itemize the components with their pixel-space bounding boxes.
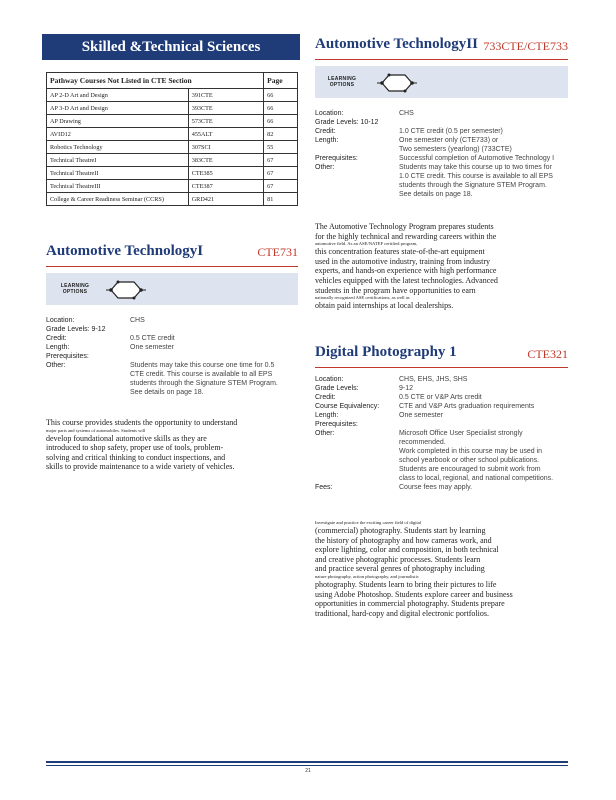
info-value-line: 0.5 CTE or V&P Arts credit: [399, 394, 482, 401]
table-row: [47, 128, 298, 141]
description-line: for the highly technical and rewarding careers within the: [315, 231, 497, 241]
info-value-line: One semester: [399, 412, 443, 419]
info-label: Prerequisites:: [46, 353, 89, 360]
table-row: [47, 89, 298, 102]
info-value: [130, 352, 306, 361]
footer-rule: [46, 761, 568, 763]
info-value-line: Students may take this course up to two times for: [399, 164, 552, 171]
course-info-photo: [315, 375, 573, 492]
pathway-table-page-heading: Page: [264, 73, 298, 89]
course-code-cell: 393CTE: [188, 102, 263, 115]
page-cell: 67: [264, 180, 298, 193]
description-line: students in the program have opportunities to earn: [315, 285, 476, 295]
description-line: opportunities in commercial photography. Students prepare: [315, 599, 505, 609]
description-line: The Automotive Technology Program prepares students: [315, 222, 494, 231]
description-line: vehicles equipped with the latest technologies. Advanced: [315, 275, 498, 285]
learning-options-label: LEARNING OPTIONS: [327, 76, 357, 88]
info-value: [399, 375, 573, 384]
description-line: skills to provide maintenance to a wide variety of vehicles.: [46, 462, 235, 472]
course-code-cell: 391CTE: [188, 89, 263, 102]
course-name-cell: AP Drawing: [47, 115, 189, 128]
info-value-line: 0.5 CTE credit: [130, 335, 175, 342]
info-value-line: Two semesters (yearlong) (733CTE): [399, 146, 512, 153]
table-row: [47, 141, 298, 154]
description-line: this concentration features state-of-the-art equipment: [315, 247, 485, 257]
course-title-auto1: Automotive TechnologyI: [46, 243, 204, 259]
info-row: [315, 384, 573, 393]
info-row: [315, 109, 573, 118]
page-number: 21: [305, 768, 311, 774]
course-code-cell: CTE385: [188, 167, 263, 180]
page-cell: 67: [264, 154, 298, 167]
info-value: [399, 393, 573, 402]
info-value: [130, 343, 306, 352]
info-value: [399, 118, 573, 127]
info-label: Location:: [315, 110, 344, 117]
info-value-line: Successful completion of Automotive Technology I: [399, 155, 555, 162]
info-value-line: Students may take this course one time for 0.5: [130, 362, 275, 369]
info-value: [399, 136, 573, 154]
course-name-cell: AP 3-D Art and Design: [47, 102, 189, 115]
info-label: Length:: [315, 137, 339, 144]
footer-rule: [46, 765, 568, 766]
info-label: Location:: [315, 376, 344, 383]
info-row: [46, 361, 306, 397]
info-value-line: One semester: [130, 344, 174, 351]
course-code-photo: CTE321: [527, 347, 568, 361]
info-value-line: Course fees may apply.: [399, 484, 473, 491]
info-value: [130, 325, 306, 334]
info-value: [399, 154, 573, 163]
description-line: photography. Students learn to bring their pictures to life: [315, 579, 497, 589]
info-value: [399, 411, 573, 420]
info-row: [315, 118, 573, 127]
info-label: Length:: [46, 344, 70, 351]
info-label: Prerequisites:: [315, 421, 358, 428]
page-cell: 55: [264, 141, 298, 154]
info-row: [46, 316, 306, 325]
info-value-line: 9-12: [399, 385, 414, 392]
info-value-line: recommended.: [399, 439, 446, 446]
info-label: Prerequisites:: [315, 155, 358, 162]
info-value-line: CTE and V&P Arts graduation requirements: [399, 403, 535, 410]
info-label: Grade Levels: 9-12: [46, 326, 106, 333]
info-row: [315, 154, 573, 163]
info-value: [399, 384, 573, 393]
description-line: develop foundational automotive skills as they are: [46, 433, 207, 443]
info-value-line: 1.0 CTE credit (0.5 per semester): [399, 128, 503, 135]
info-label: Course Equivalency:: [315, 403, 380, 410]
course-title-auto2: Automotive TechnologyII: [315, 36, 478, 52]
info-value-line: One semester only (CTE733) or: [399, 137, 499, 144]
info-row: [315, 136, 573, 154]
divider: [315, 59, 568, 60]
table-row: [47, 193, 298, 206]
info-label: Credit:: [315, 394, 336, 401]
divider: [46, 266, 298, 267]
description-line: solving and critical thinking to conduct inspections, and: [46, 452, 226, 462]
course-code-cell: CTE387: [188, 180, 263, 193]
info-value: [399, 402, 573, 411]
info-value-line: CHS: [130, 317, 145, 324]
info-label: Grade Levels:: [315, 385, 359, 392]
description-line: using Adobe Photoshop. Students explore career and business: [315, 589, 513, 599]
course-name-cell: AP 2-D Art and Design: [47, 89, 189, 102]
pathway-table-heading: Pathway Courses Not Listed in CTE Section: [47, 73, 264, 89]
info-value-line: Work completed in this course may be used in: [399, 448, 543, 455]
description-line: explore lighting, color and composition, in both technical: [315, 545, 499, 555]
page-cell: 67: [264, 167, 298, 180]
info-value-line: CHS: [399, 110, 414, 117]
info-value: [399, 127, 573, 136]
info-value-line: CTE credit. This course is available to all EPS: [130, 371, 273, 378]
description-line: automotive field. As an ASE/NATEF certified program,: [315, 241, 418, 247]
info-value: [130, 334, 306, 343]
description-line: major parts and systems of automobiles. Students will: [46, 427, 146, 433]
info-row: [315, 420, 573, 429]
course-name-cell: Technical TheatreI: [47, 154, 189, 167]
hexagon-icon: [377, 73, 417, 93]
course-name-cell: Technical TheatreIII: [47, 180, 189, 193]
course-code-cell: 307SCI: [188, 141, 263, 154]
info-value: [130, 361, 306, 397]
info-row: [46, 334, 306, 343]
info-value: [130, 316, 306, 325]
description-line: experts, and hands-on experience with high performance: [315, 266, 497, 276]
info-label: Other:: [315, 164, 335, 171]
hexagon-icon: [106, 280, 146, 300]
course-description-auto2: [315, 222, 573, 311]
pathway-table-header: [47, 73, 298, 89]
info-value-line: Students are encouraged to submit work from: [399, 466, 541, 473]
description-line: used in the automotive industry, training from industry: [315, 256, 491, 266]
page-cell: 81: [264, 193, 298, 206]
table-row: [47, 102, 298, 115]
info-value-line: See details on page 18.: [130, 389, 204, 396]
description-line: and creative photographic processes. Students learn: [315, 554, 481, 564]
info-value: [399, 483, 573, 492]
info-label: Credit:: [46, 335, 67, 342]
page-cell: 66: [264, 102, 298, 115]
course-name-cell: Technical TheatreII: [47, 167, 189, 180]
learning-options-box: [46, 273, 298, 305]
info-row: [315, 411, 573, 420]
page-cell: 66: [264, 89, 298, 102]
info-value: [399, 429, 573, 483]
description-line: introduced to shop safety, proper use of tools, problem-: [46, 443, 224, 453]
table-row: [47, 167, 298, 180]
info-value-line: Microsoft Office User Specialist strongly: [399, 430, 523, 437]
info-row: [315, 483, 573, 492]
info-row: [46, 325, 306, 334]
description-line: and practice several genres of photography including: [315, 564, 485, 574]
info-label: Fees:: [315, 484, 333, 491]
info-value-line: students through the Signature STEM Program.: [130, 380, 278, 387]
learning-options-box: [315, 66, 568, 98]
table-row: [47, 154, 298, 167]
course-info-auto1: [46, 316, 306, 397]
info-label: Other:: [46, 362, 66, 369]
table-row: [47, 115, 298, 128]
course-title-photo: Digital Photography 1: [315, 344, 457, 360]
course-info-auto2: [315, 109, 573, 199]
description-line: Investigate and practice the exciting career field of digital: [315, 520, 422, 525]
info-label: Credit:: [315, 128, 336, 135]
course-name-cell: College & Career Readiness Seminar (CCRS): [47, 193, 189, 206]
info-label: Location:: [46, 317, 75, 324]
divider: [315, 367, 568, 368]
page-cell: 82: [264, 128, 298, 141]
description-line: nationally recognized ASE certifications, as well as: [315, 295, 410, 301]
section-banner: Skilled &Technical Sciences: [42, 34, 300, 60]
course-name-cell: Robotics Technology: [47, 141, 189, 154]
description-line: This course provides students the opportunity to understand: [46, 418, 238, 427]
learning-options-label: LEARNING OPTIONS: [60, 283, 90, 295]
info-value-line: class to local, regional, and national competitions.: [399, 475, 554, 482]
info-value-line: school yearbook or other school publications.: [399, 457, 540, 464]
description-line: obtain paid internships at local dealerships.: [315, 301, 454, 311]
info-value-line: students through the Signature STEM Program.: [399, 182, 547, 189]
info-row: [46, 343, 306, 352]
course-description-auto1: [46, 418, 306, 472]
page-cell: 66: [264, 115, 298, 128]
course-code-auto2: 733CTE/CTE733: [483, 39, 568, 53]
description-line: the history of photography and how cameras work, and: [315, 535, 492, 545]
info-row: [315, 375, 573, 384]
info-value: [399, 109, 573, 118]
info-label: Length:: [315, 412, 339, 419]
description-line: (commercial) photography. Students start by learning: [315, 526, 486, 535]
course-code-cell: 455ALT: [188, 128, 263, 141]
info-row: [315, 163, 573, 199]
course-code-auto1: CTE731: [257, 245, 298, 259]
info-label: Grade Levels: 10-12: [315, 119, 379, 126]
table-row: [47, 180, 298, 193]
info-value-line: 1.0 CTE credit. This course is available to all EPS: [399, 173, 553, 180]
info-value-line: CHS, EHS, JHS, SHS: [399, 376, 468, 383]
course-description-photo: [315, 520, 573, 618]
course-code-cell: GRD421: [188, 193, 263, 206]
info-row: [46, 352, 306, 361]
description-line: traditional, hard-copy and digital electronic portfolios.: [315, 608, 489, 618]
info-value-line: See details on page 18.: [399, 191, 473, 198]
info-label: Other:: [315, 430, 335, 437]
info-value: [399, 420, 573, 429]
info-row: [315, 429, 573, 483]
pathway-table: [46, 72, 298, 206]
info-value: [399, 163, 573, 199]
info-row: [315, 127, 573, 136]
info-row: [315, 393, 573, 402]
course-code-cell: 383CTE: [188, 154, 263, 167]
course-code-cell: 573CTE: [188, 115, 263, 128]
info-row: [315, 402, 573, 411]
description-line: nature photography, action photography, and journalistic: [315, 573, 419, 579]
course-name-cell: AVID12: [47, 128, 189, 141]
